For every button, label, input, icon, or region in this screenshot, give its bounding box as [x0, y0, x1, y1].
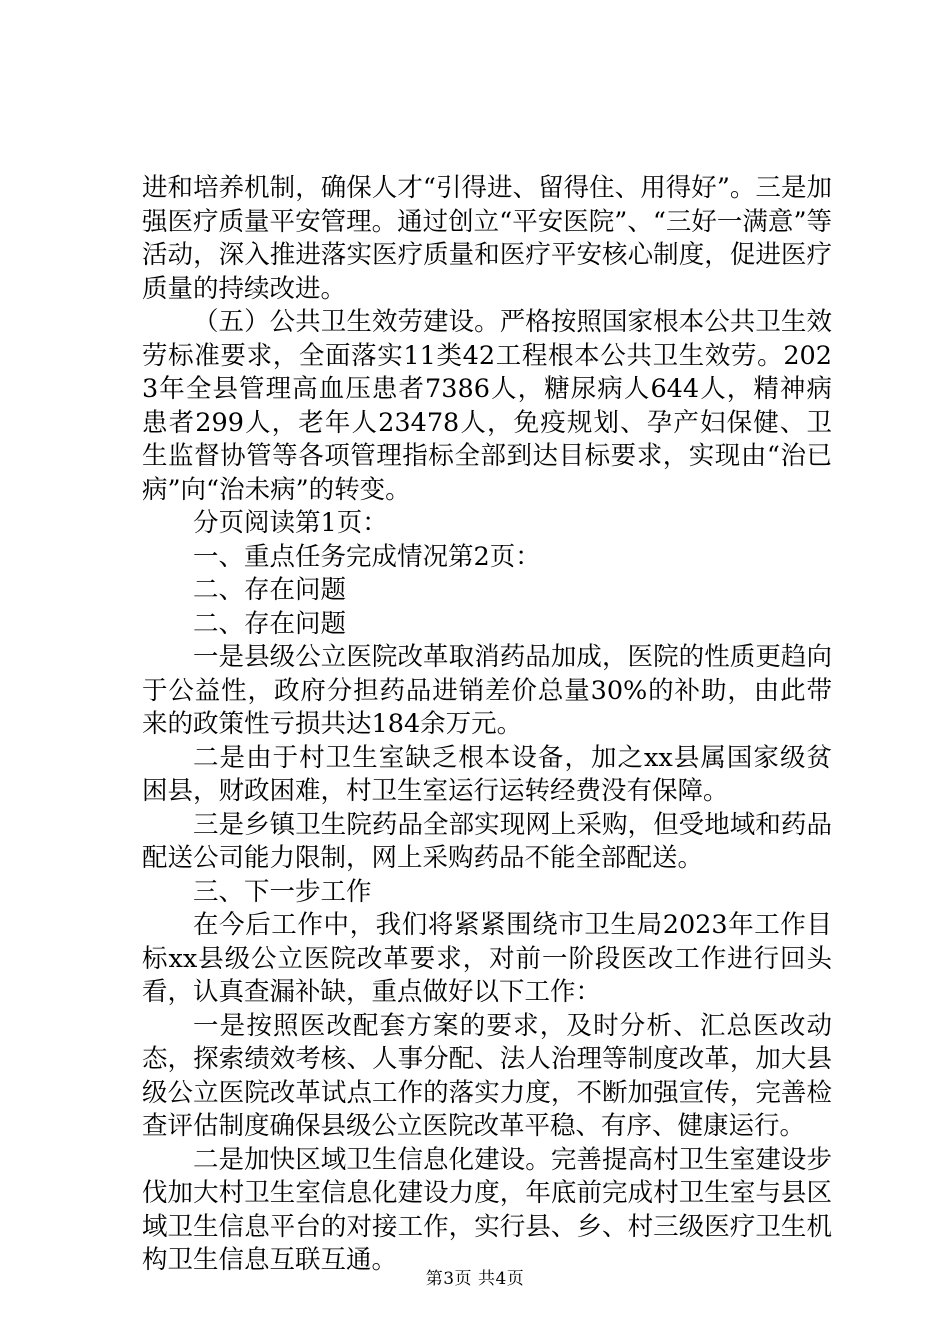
- document-body: [142, 172, 832, 1278]
- paragraph-public-health: （五）公共卫生效劳建设。严格按照国家根本公共卫生效劳标准要求，全面落实11类42工程根本公共卫生效劳。2023年全县管理高血压患者7386人，糖尿病人644人，精神病患者299人，老年人23478人，免疫规划、孕产妇保健、卫生监督协管等各项管理指标全部到达目标要求，实现由“治已病”向“治未病”的转变。: [142, 307, 832, 505]
- page-footer: [0, 1268, 950, 1290]
- heading-key-tasks: 一、重点任务完成情况第2页：: [193, 541, 541, 572]
- heading-next-steps: 三、下一步工作: [193, 876, 372, 907]
- paragraph-next-step-two: 二是加快区域卫生信息化建设。完善提高村卫生室建设步伐加大村卫生室信息化建设力度，年底前完成村卫生室与县区域卫生信息平台的对接工作，实行县、乡、村三级医疗卫生机构卫生信息互联互通。: [142, 1144, 832, 1275]
- paragraph-page-reading: 分页阅读第1页：: [193, 508, 388, 538]
- heading-problems-repeat: 二、存在问题: [193, 608, 347, 639]
- paragraph-problem-one: 一是县级公立医院改革取消药品加成，医院的性质更趋向于公益性，政府分担药品进销差价总量30%的补助，由此带来的政策性亏损共达184余万元。: [142, 642, 832, 739]
- paragraph-next-steps-intro: 在今后工作中，我们将紧紧围绕市卫生局2023年工作目标xx县级公立医院改革要求，对前一阶段医改工作进行回头看，认真查漏补缺，重点做好以下工作：: [142, 910, 832, 1007]
- paragraph-next-step-one: 一是按照医改配套方案的要求，及时分析、汇总医改动态，探索绩效考核、人事分配、法人治理等制度改革，加大县级公立医院改革试点工作的落实力度，不断加强宣传，完善检查评估制度确保县级公立医院改革平稳、有序、健康运行。: [142, 1010, 832, 1141]
- paragraph-problem-three: 三是乡镇卫生院药品全部实现网上采购，但受地域和药品配送公司能力限制，网上采购药品不能全部配送。: [142, 809, 832, 873]
- heading-problems: 二、存在问题: [193, 575, 347, 605]
- paragraph-problem-two: 二是由于村卫生室缺乏根本设备，加之xx县属国家级贫困县，财政困难，村卫生室运行运转经费没有保障。: [142, 742, 832, 806]
- page-number: 第3页 共4页: [425, 1269, 525, 1289]
- paragraph-continuation: 进和培养机制，确保人才“引得进、留得住、用得好”。三是加强医疗质量平安管理。通过创立“平安医院”、“三好一满意”等活动，深入推进落实医疗质量和医疗平安核心制度，促进医疗质量的持续改进。: [142, 173, 832, 304]
